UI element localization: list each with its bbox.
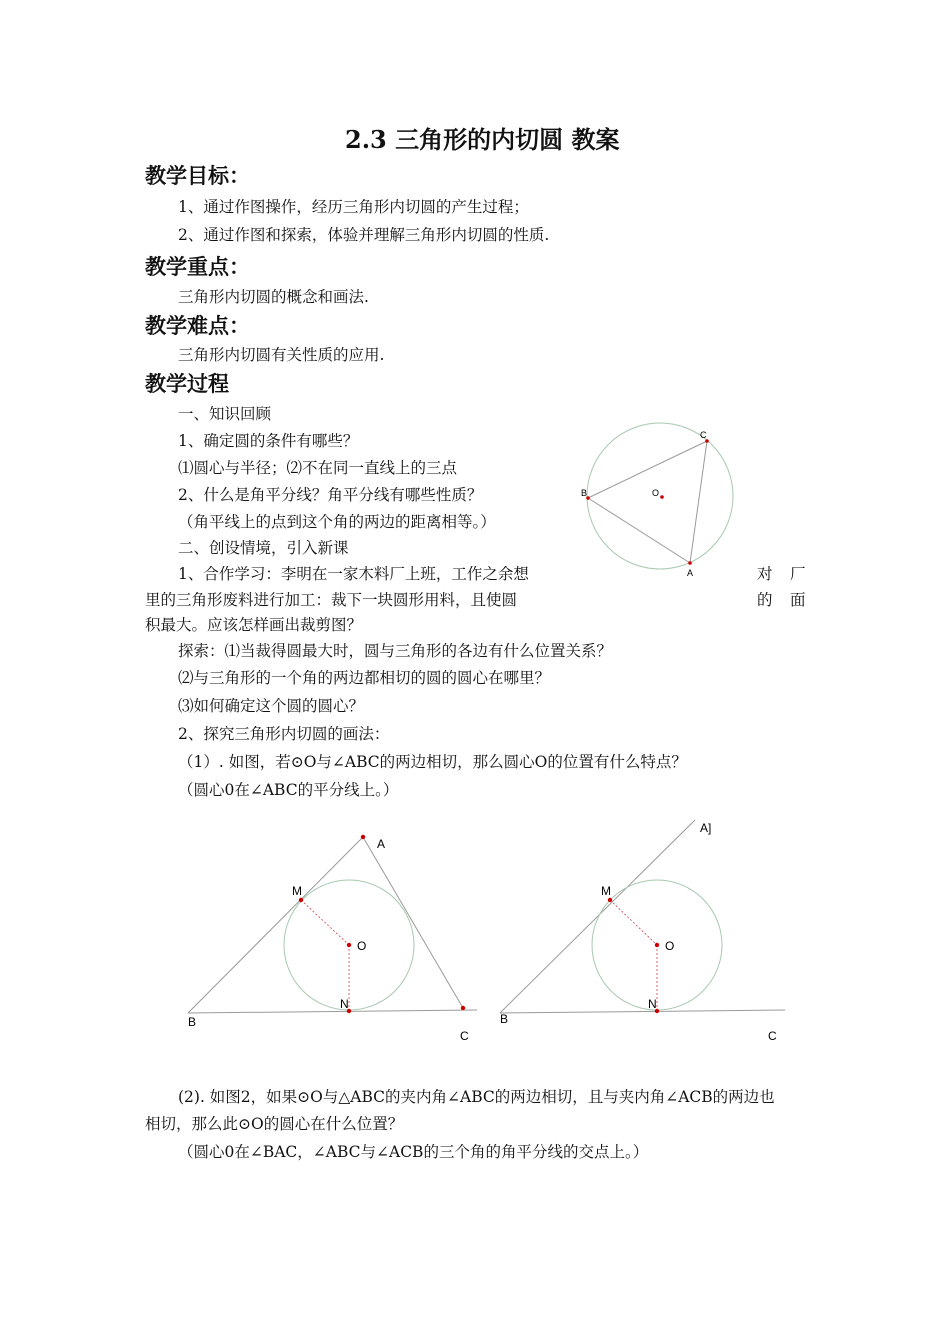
coop-line-2-word-2: 面	[790, 591, 806, 609]
explore-2: ⑵与三角形的一个角的两边都相切的圆的圆心在哪里？	[178, 669, 551, 687]
radius-om	[301, 900, 349, 945]
coop-line-2-word-1: 的	[757, 591, 773, 609]
label-c: C	[768, 1029, 777, 1043]
label-c: C	[700, 430, 707, 440]
point-o	[655, 943, 659, 947]
circumcircle	[587, 423, 733, 569]
coop-line-1: 1、合作学习：李明在一家木料厂上班，工作之余想	[178, 565, 529, 583]
side-bc	[588, 441, 707, 498]
answer-1: ⑴圆心与半径；⑵不在同一直线上的三点	[178, 459, 458, 477]
label-b: B	[188, 1015, 197, 1029]
method-1-question: （1）. 如图，若⊙O与∠ABC的两边相切，那么圆心O的位置有什么特点？	[178, 753, 687, 771]
label-o: O	[652, 488, 660, 498]
label-a: A]	[700, 821, 712, 835]
point-o	[347, 943, 351, 947]
method-title: 2、探究三角形内切圆的画法：	[178, 725, 390, 743]
side-ab	[588, 498, 690, 563]
side-ba	[188, 837, 363, 1013]
coop-line-2: 里的三角形废料进行加工：裁下一块圆形用料，且使圆	[145, 591, 518, 609]
method-2-question-line-1: (2). 如图2，如果⊙O与△ABC的夹内角∠ABC的两边相切，且与夹内角∠ACB的两边也	[178, 1088, 775, 1106]
coop-line-3: 积最大。应该怎样画出裁剪图？	[145, 616, 363, 634]
key-points-heading: 教学重点：	[145, 254, 250, 279]
point-c	[461, 1006, 465, 1010]
label-o: O	[357, 939, 367, 953]
method-2-answer: （圆心0在∠BAC，∠ABC与∠ACB的三个角的角平分线的交点上。）	[178, 1143, 649, 1161]
situation-title: 二、创设情境，引入新课	[178, 539, 349, 557]
side-bc	[188, 1010, 477, 1013]
incircle-figure-right	[495, 815, 795, 1055]
label-c: C	[460, 1029, 469, 1043]
label-o: O	[665, 939, 675, 953]
coop-line-1-word-2: 厂	[790, 565, 806, 583]
question-1: 1、确定圆的条件有哪些？	[178, 432, 359, 450]
method-2-question-line-2: 相切，那么此⊙O的圆心在什么位置？	[145, 1115, 404, 1133]
review-title: 一、知识回顾	[178, 405, 272, 423]
label-a: A	[377, 837, 386, 851]
explore-3: ⑶如何确定这个圆的圆心？	[178, 697, 365, 715]
label-a: A	[687, 568, 694, 578]
circumcircle-figure	[570, 420, 750, 585]
point-m	[608, 898, 612, 902]
ray-ba	[500, 820, 695, 1013]
side-ac	[363, 837, 463, 1008]
answer-2: （角平线上的点到这个角的两边的距离相等。）	[178, 513, 496, 531]
side-ca	[690, 441, 707, 563]
label-m: M	[292, 884, 302, 898]
label-b: B	[581, 488, 588, 498]
difficulties-heading: 教学难点：	[145, 313, 250, 338]
incircle-figure-left	[180, 815, 480, 1055]
point-o	[660, 495, 664, 499]
label-n: N	[340, 997, 349, 1011]
point-a	[361, 835, 365, 839]
process-heading: 教学过程	[145, 371, 229, 396]
coop-line-1-word-1: 对	[757, 565, 773, 583]
label-b: B	[500, 1012, 509, 1026]
label-n: N	[648, 997, 657, 1011]
goals-heading: 教学目标：	[145, 163, 250, 188]
key-points-text: 三角形内切圆的概念和画法.	[178, 288, 369, 306]
method-1-answer: （圆心0在∠ABC的平分线上。）	[178, 781, 399, 799]
goal-item-1: 1、通过作图操作，经历三角形内切圆的产生过程；	[178, 198, 529, 216]
goal-item-2: 2、通过作图和探索，体验并理解三角形内切圆的性质.	[178, 226, 550, 244]
question-2: 2、什么是角平分线？角平分线有哪些性质？	[178, 486, 483, 504]
point-a	[688, 561, 692, 565]
explore-1: 探索：⑴当裁得圆最大时，圆与三角形的各边有什么位置关系？	[178, 642, 613, 660]
page-title: 2.3 三角形的内切圆 教案	[345, 125, 620, 154]
ray-bc	[500, 1010, 785, 1013]
radius-om	[610, 900, 657, 945]
label-m: M	[601, 884, 611, 898]
difficulties-text: 三角形内切圆有关性质的应用.	[178, 346, 385, 364]
point-m	[299, 898, 303, 902]
